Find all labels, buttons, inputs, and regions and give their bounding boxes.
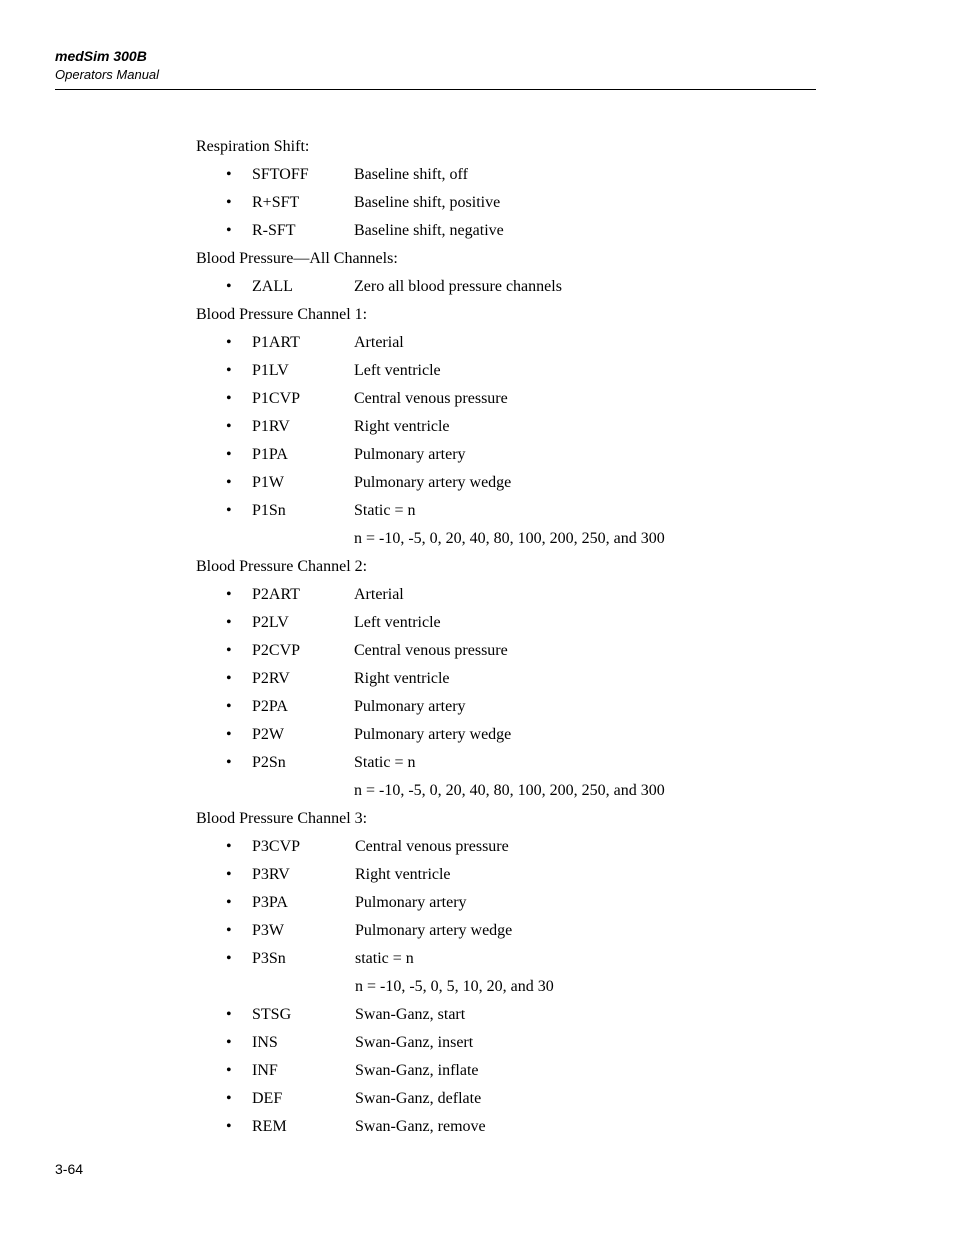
- list-item: [196, 441, 816, 469]
- list-item: [196, 637, 816, 665]
- command-description: Swan-Ganz, deflate: [355, 1090, 482, 1107]
- command-description: Central venous pressure: [355, 838, 509, 855]
- bullet-icon: •: [226, 866, 232, 883]
- list-item: [196, 1085, 816, 1113]
- list-item: [196, 357, 816, 385]
- command-description: Baseline shift, negative: [354, 222, 504, 239]
- command-description: Left ventricle: [354, 614, 441, 631]
- command-code: P1CVP: [252, 390, 301, 407]
- command-code: P2PA: [252, 698, 288, 715]
- list-item: [196, 1057, 816, 1085]
- command-code: STSG: [252, 1006, 292, 1023]
- command-code: P3W: [252, 922, 284, 939]
- bullet-icon: •: [226, 362, 232, 379]
- bullet-icon: •: [226, 726, 232, 743]
- command-description: Static = n: [354, 754, 416, 771]
- command-code: P2LV: [252, 614, 289, 631]
- list-item: [196, 945, 816, 973]
- section-heading: Blood Pressure Channel 1:: [196, 306, 368, 323]
- command-description: Pulmonary artery: [354, 698, 466, 715]
- command-description: Baseline shift, positive: [354, 194, 501, 211]
- section-heading: Blood Pressure Channel 3:: [196, 810, 368, 827]
- bullet-icon: •: [226, 390, 232, 407]
- page-header: [55, 47, 159, 85]
- command-description: static = n: [355, 950, 414, 967]
- bullet-icon: •: [226, 586, 232, 603]
- list-item: [196, 889, 816, 917]
- list-item: [196, 1001, 816, 1029]
- command-description: Right ventricle: [354, 418, 450, 435]
- command-description: Zero all blood pressure channels: [354, 278, 562, 295]
- bullet-icon: •: [226, 194, 232, 211]
- command-code: REM: [252, 1118, 287, 1135]
- manual-subtitle: Operators Manual: [55, 67, 160, 82]
- bullet-icon: •: [226, 1118, 232, 1135]
- command-code: P1Sn: [252, 502, 286, 519]
- bullet-icon: •: [226, 950, 232, 967]
- command-code: P1PA: [252, 446, 288, 463]
- list-item: [196, 161, 816, 189]
- command-code: P3CVP: [252, 838, 301, 855]
- command-description: Right ventricle: [355, 866, 451, 883]
- bullet-icon: •: [226, 922, 232, 939]
- bullet-icon: •: [226, 1090, 232, 1107]
- list-item: [196, 217, 816, 245]
- command-description: Swan-Ganz, start: [355, 1006, 466, 1023]
- command-code: P2Sn: [252, 754, 286, 771]
- list-item: [196, 833, 816, 861]
- bullet-icon: •: [226, 418, 232, 435]
- command-code: P2ART: [252, 586, 300, 603]
- value-note: n = -10, -5, 0, 5, 10, 20, and 30: [355, 978, 554, 995]
- command-description: Central venous pressure: [354, 390, 508, 407]
- command-code: P1W: [252, 474, 284, 491]
- bullet-icon: •: [226, 1062, 232, 1079]
- bullet-icon: •: [226, 698, 232, 715]
- value-note-row: [196, 973, 816, 1001]
- list-item: [196, 749, 816, 777]
- list-item: [196, 189, 816, 217]
- page-number: 3-64: [55, 1161, 84, 1177]
- list-item: [196, 1029, 816, 1057]
- list-item: [196, 917, 816, 945]
- command-code: R-SFT: [252, 222, 296, 239]
- list-item: [196, 469, 816, 497]
- manual-title: medSim 300B: [55, 48, 147, 64]
- list-item: [196, 581, 816, 609]
- command-description: Baseline shift, off: [354, 166, 468, 183]
- list-item: [196, 329, 816, 357]
- list-item: [196, 497, 816, 525]
- command-code: P2RV: [252, 670, 290, 687]
- bullet-icon: •: [226, 166, 232, 183]
- command-description: Pulmonary artery wedge: [355, 922, 513, 939]
- command-code: SFTOFF: [252, 166, 309, 183]
- value-note-row: [196, 525, 816, 553]
- list-item: [196, 1113, 816, 1141]
- value-note: n = -10, -5, 0, 20, 40, 80, 100, 200, 250, and 300: [354, 530, 665, 547]
- command-code: P1ART: [252, 334, 300, 351]
- command-description: Pulmonary artery wedge: [354, 474, 512, 491]
- bullet-icon: •: [226, 278, 232, 295]
- command-description: Pulmonary artery: [354, 446, 466, 463]
- command-description: Right ventricle: [354, 670, 450, 687]
- command-code: P1RV: [252, 418, 290, 435]
- command-code: P3PA: [252, 894, 288, 911]
- bullet-icon: •: [226, 670, 232, 687]
- bullet-icon: •: [226, 334, 232, 351]
- command-description: Swan-Ganz, inflate: [355, 1062, 479, 1079]
- command-code: P1LV: [252, 362, 289, 379]
- list-item: [196, 693, 816, 721]
- command-code: ZALL: [252, 278, 293, 295]
- command-description: Swan-Ganz, remove: [355, 1118, 486, 1135]
- command-code: P2W: [252, 726, 284, 743]
- bullet-icon: •: [226, 1006, 232, 1023]
- bullet-icon: •: [226, 838, 232, 855]
- command-description: Swan-Ganz, insert: [355, 1034, 474, 1051]
- command-code: R+SFT: [252, 194, 300, 211]
- command-description: Pulmonary artery wedge: [354, 726, 512, 743]
- section-heading: Blood Pressure Channel 2:: [196, 558, 368, 575]
- command-code: INF: [252, 1062, 278, 1079]
- section-heading: Blood Pressure—All Channels:: [196, 250, 398, 267]
- command-code: P2CVP: [252, 642, 301, 659]
- list-item: [196, 273, 816, 301]
- list-item: [196, 861, 816, 889]
- command-code: DEF: [252, 1090, 283, 1107]
- bullet-icon: •: [226, 1034, 232, 1051]
- command-description: Static = n: [354, 502, 416, 519]
- list-item: [196, 413, 816, 441]
- bullet-icon: •: [226, 754, 232, 771]
- command-description: Pulmonary artery: [355, 894, 467, 911]
- command-code: INS: [252, 1034, 278, 1051]
- bullet-icon: •: [226, 502, 232, 519]
- bullet-icon: •: [226, 894, 232, 911]
- list-item: [196, 609, 816, 637]
- section-heading: Respiration Shift:: [196, 138, 310, 155]
- value-note-row: [196, 777, 816, 805]
- bullet-icon: •: [226, 446, 232, 463]
- list-item: [196, 665, 816, 693]
- bullet-icon: •: [226, 642, 232, 659]
- command-description: Central venous pressure: [354, 642, 508, 659]
- command-code: P3Sn: [252, 950, 286, 967]
- header-divider: [55, 89, 816, 90]
- value-note: n = -10, -5, 0, 20, 40, 80, 100, 200, 250, and 300: [354, 782, 665, 799]
- command-description: Arterial: [354, 334, 404, 351]
- bullet-icon: •: [226, 614, 232, 631]
- bullet-icon: •: [226, 222, 232, 239]
- command-description: Arterial: [354, 586, 404, 603]
- list-item: [196, 385, 816, 413]
- command-description: Left ventricle: [354, 362, 441, 379]
- command-code: P3RV: [252, 866, 290, 883]
- command-list: [196, 133, 816, 1141]
- bullet-icon: •: [226, 474, 232, 491]
- list-item: [196, 721, 816, 749]
